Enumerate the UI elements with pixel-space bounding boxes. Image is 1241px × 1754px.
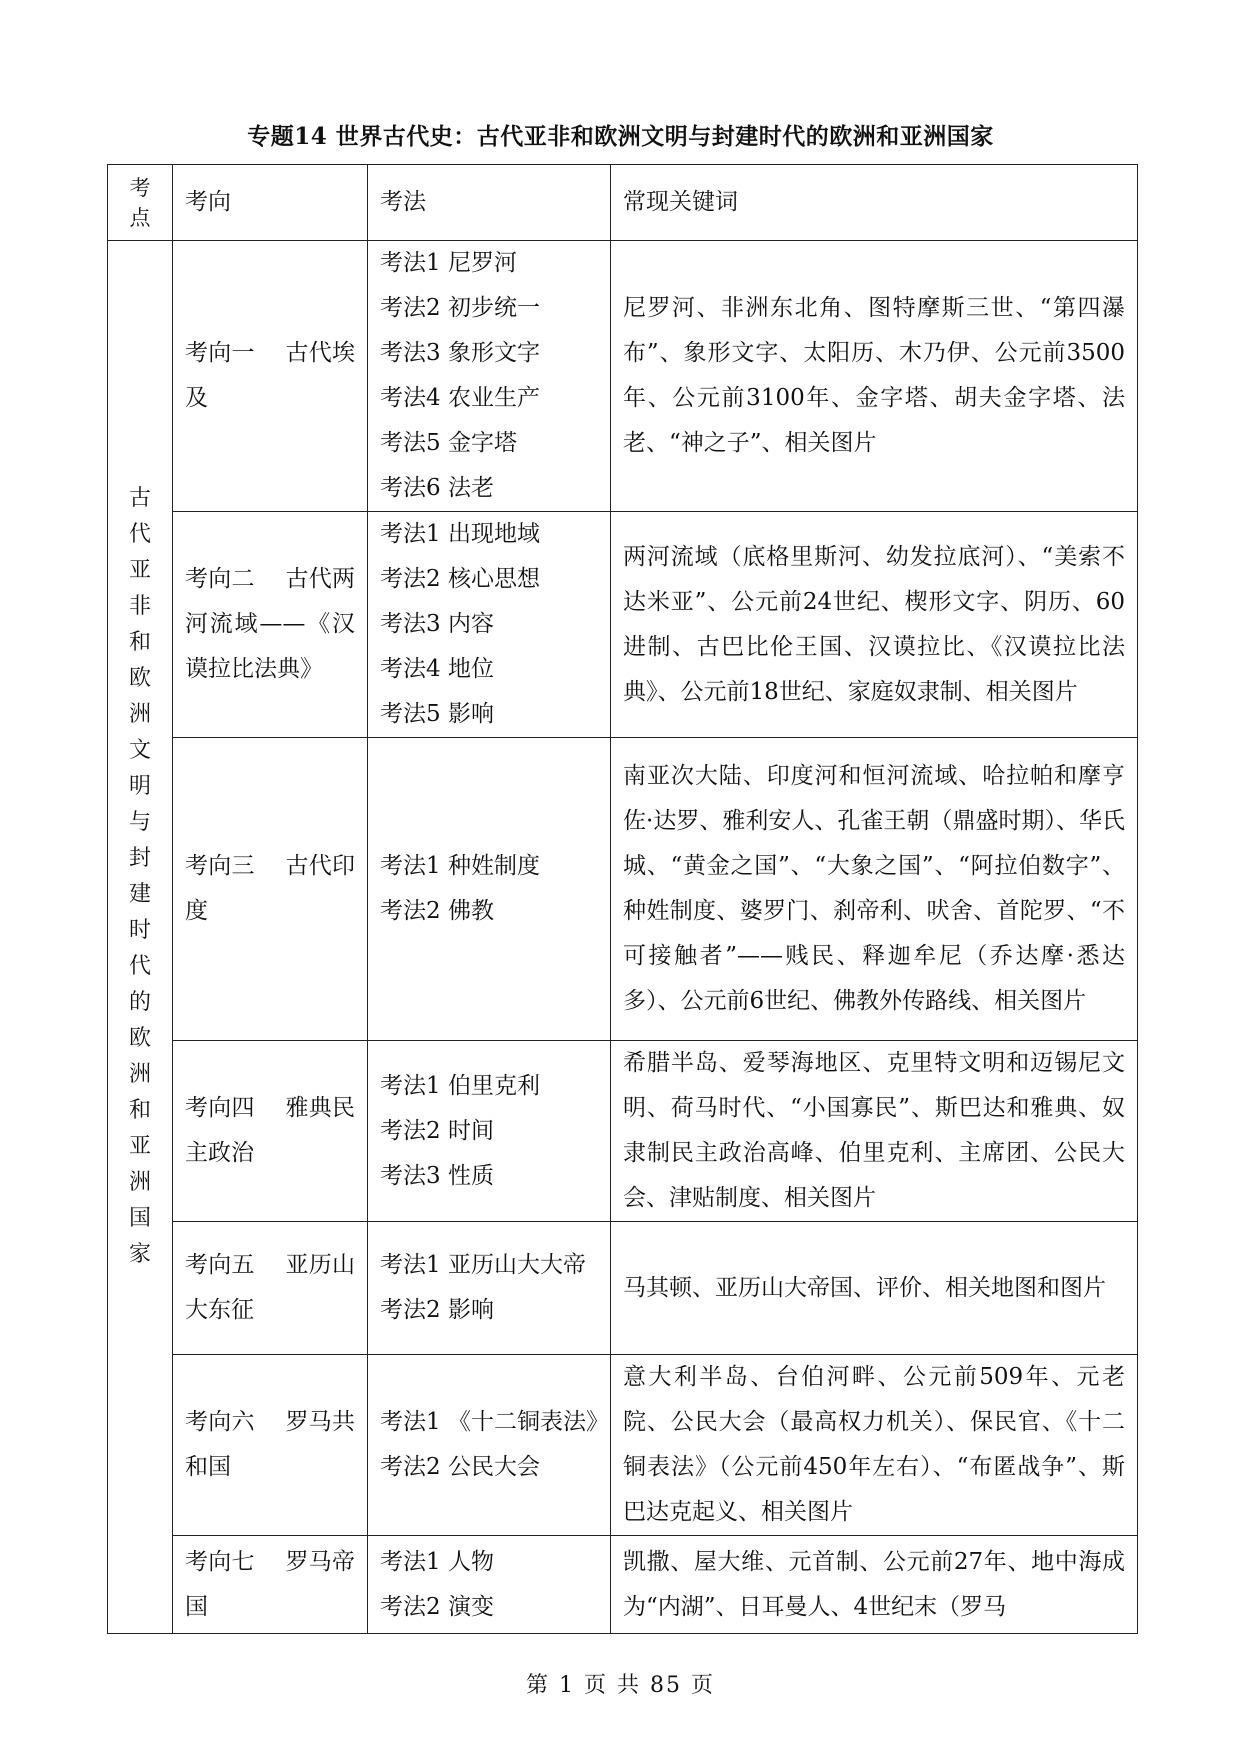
direction-cell: 考向七 罗马帝国: [173, 1536, 368, 1634]
section-label: 古代亚非和欧洲文明与封建时代的欧洲和亚洲国家: [128, 486, 151, 1267]
direction-cell: 考向三 古代印度: [173, 738, 368, 1041]
method-item: 考法2 初步统一: [380, 295, 540, 321]
method-item: 考法5 影响: [380, 701, 494, 727]
method-item: 考法6 法老: [380, 475, 494, 501]
methods-cell: [368, 1536, 611, 1634]
table-row: [108, 1222, 1138, 1355]
table-row: [108, 738, 1138, 1041]
keywords-cell: 南亚次大陆、印度河和恒河流域、哈拉帕和摩亨佐·达罗、雅利安人、孔雀王朝（鼎盛时期）、华氏城、“黄金之国”、“大象之国”、“阿拉伯数字”、种姓制度、婆罗门、刹帝利、吠舍、首陀罗、“不可接触者”——贱民、释迦牟尼（乔达摩·悉达多）、公元前6世纪、佛教外传路线、相关图片: [611, 738, 1138, 1041]
keywords-cell: 两河流域（底格里斯河、幼发拉底河）、“美索不达米亚”、公元前24世纪、楔形文字、阴历、60进制、古巴比伦王国、汉谟拉比、《汉谟拉比法典》、公元前18世纪、家庭奴隶制、相关图片: [611, 512, 1138, 738]
methods-cell: [368, 512, 611, 738]
section-label-cell: [108, 241, 173, 1634]
method-item: 考法2 佛教: [380, 898, 494, 924]
page-footer: 第 1 页 共 85 页: [526, 1673, 715, 1698]
methods-cell: [368, 738, 611, 1041]
header-keywords: 常现关键词: [611, 165, 1138, 241]
direction-cell: 考向五 亚历山大东征: [173, 1222, 368, 1355]
methods-cell: [368, 1222, 611, 1355]
table-row: [108, 241, 1138, 512]
methods-cell: [368, 1355, 611, 1536]
method-item: 考法2 核心思想: [380, 566, 540, 592]
method-item: 考法2 公民大会: [380, 1454, 540, 1480]
method-item: 考法1 尼罗河: [380, 250, 517, 276]
method-item: 考法2 演变: [380, 1593, 494, 1620]
method-item: 考法1 出现地域: [380, 521, 540, 547]
direction-cell: 考向四 雅典民主政治: [173, 1041, 368, 1222]
header-kaodian: 考点: [108, 165, 173, 241]
keywords-cell: 马其顿、亚历山大帝国、评价、相关地图和图片: [611, 1222, 1138, 1355]
method-item: 考法3 象形文字: [380, 340, 540, 366]
method-item: 考法1 种姓制度: [380, 853, 540, 879]
methods-cell: [368, 1041, 611, 1222]
method-item: 考法1 亚历山大大帝: [380, 1252, 586, 1278]
method-item: 考法2 时间: [380, 1117, 494, 1144]
method-item: 考法1 人物: [380, 1548, 494, 1575]
methods-cell: [368, 241, 611, 512]
header-kaofa: 考法: [368, 165, 611, 241]
keywords-cell: 尼罗河、非洲东北角、图特摩斯三世、“第四瀑布”、象形文字、太阳历、木乃伊、公元前3500年、公元前3100年、金字塔、胡夫金字塔、法老、“神之子”、相关图片: [611, 241, 1138, 512]
direction-cell: 考向二 古代两河流域——《汉谟拉比法典》: [173, 512, 368, 738]
method-item: 考法3 内容: [380, 611, 494, 637]
method-item: 考法4 地位: [380, 656, 494, 682]
topic-table: [107, 164, 1138, 1634]
method-item: 考法5 金字塔: [380, 430, 517, 456]
direction-cell: 考向一 古代埃及: [173, 241, 368, 512]
table-row: [108, 512, 1138, 738]
table-row: [108, 1536, 1138, 1634]
table-row: [108, 1355, 1138, 1536]
table-header-row: [108, 165, 1138, 241]
method-item: 考法1 伯里克利: [380, 1072, 540, 1099]
keywords-cell: 意大利半岛、台伯河畔、公元前509年、元老院、公民大会（最高权力机关）、保民官、《十二铜表法》（公元前450年左右）、“布匿战争”、斯巴达克起义、相关图片: [611, 1355, 1138, 1536]
keywords-cell: 希腊半岛、爱琴海地区、克里特文明和迈锡尼文明、荷马时代、“小国寡民”、斯巴达和雅典、奴隶制民主政治高峰、伯里克利、主席团、公民大会、津贴制度、相关图片: [611, 1041, 1138, 1222]
header-kaoxiang: 考向: [173, 165, 368, 241]
keywords-cell: 凯撒、屋大维、元首制、公元前27年、地中海成为“内湖”、日耳曼人、4世纪末（罗马: [611, 1536, 1138, 1634]
page-title: 专题14 世界古代史：古代亚非和欧洲文明与封建时代的欧洲和亚洲国家: [247, 123, 994, 150]
direction-cell: 考向六 罗马共和国: [173, 1355, 368, 1536]
table-row: [108, 1041, 1138, 1222]
method-item: 考法3 性质: [380, 1162, 494, 1189]
method-item: 考法2 影响: [380, 1297, 494, 1323]
method-item: 考法1 《十二铜表法》: [380, 1409, 609, 1435]
method-item: 考法4 农业生产: [380, 385, 540, 411]
